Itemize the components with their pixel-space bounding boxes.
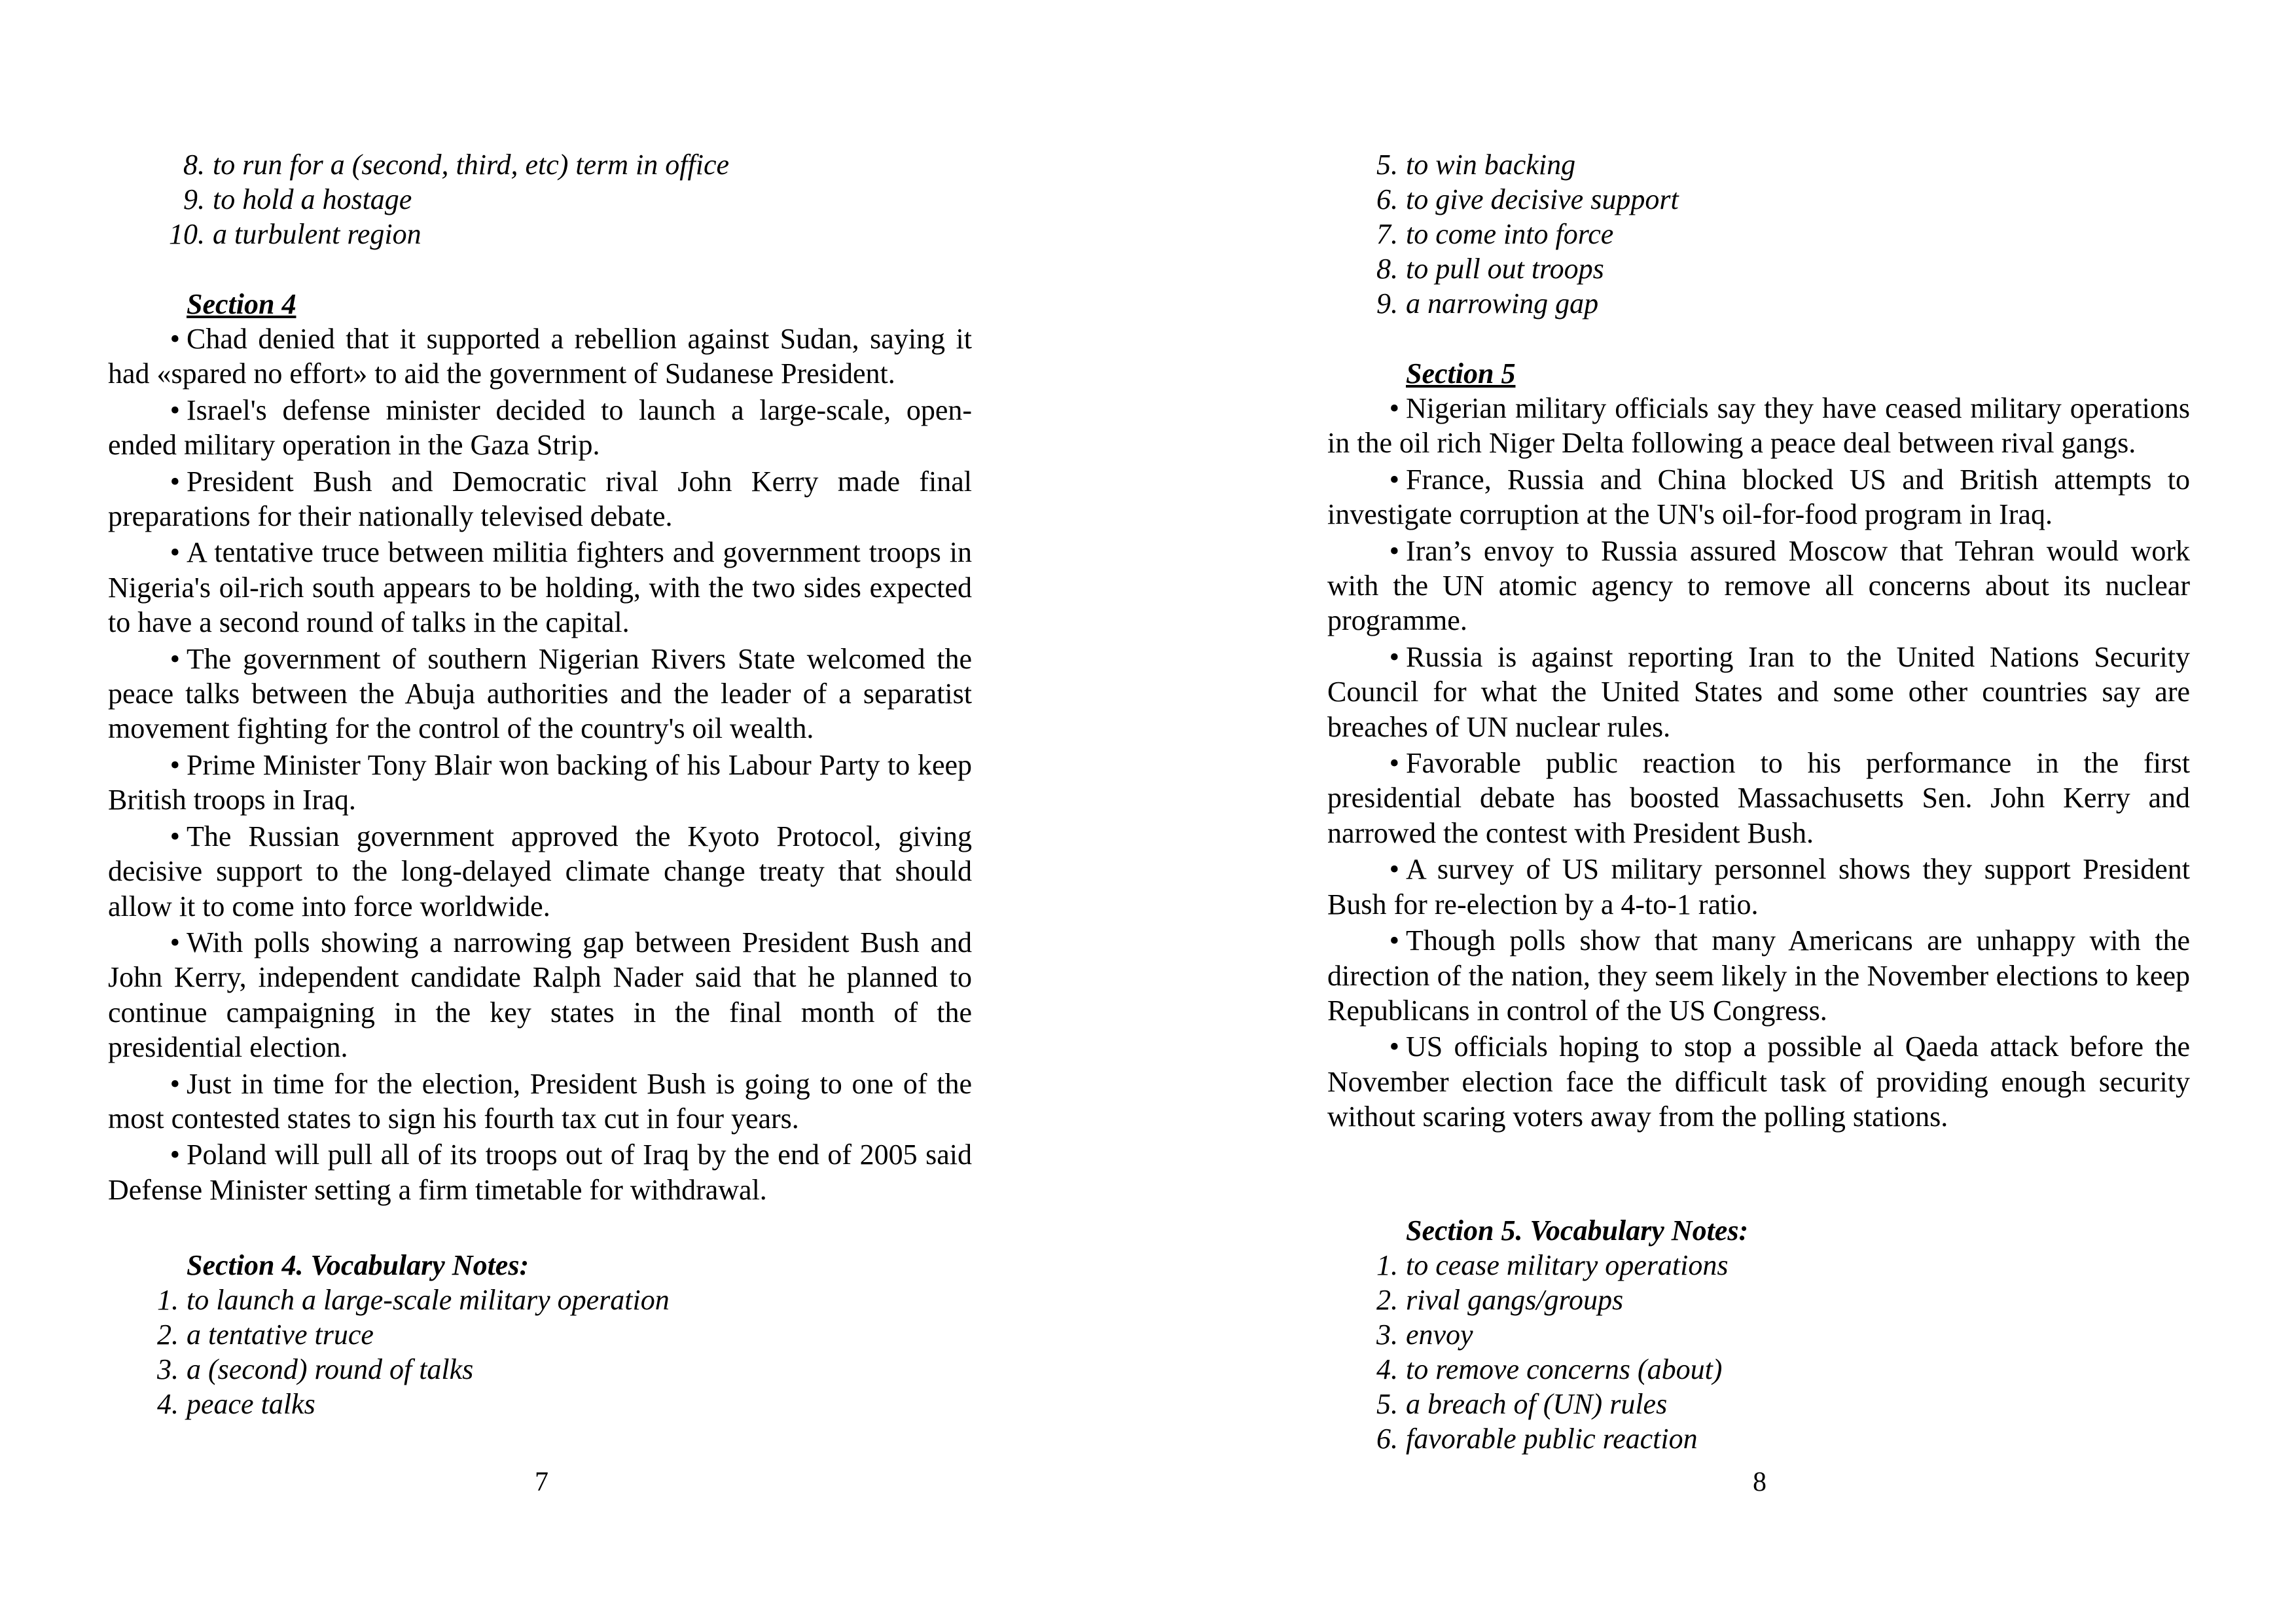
vocab-item: 9. a narrowing gap: [1376, 287, 1599, 319]
vocab-item: 2. rival gangs/groups: [1376, 1284, 1624, 1316]
vocab-heading: Section 4. Vocabulary Notes:: [187, 1249, 529, 1281]
news-paragraph: • US officials hoping to stop a possible al Qaeda attack before the November election face the difficult task of providing enough security without scaring voters away from the polling stations.: [1327, 1030, 2190, 1133]
news-paragraph: • The government of southern Nigerian Rivers State welcomed the peace talks between the Abuja authorities and the leader of a separatist movement fighting for the control of the country's oil wealth.: [108, 642, 972, 745]
continued-vocab-list: [108, 147, 972, 251]
news-paragraph: • Prime Minister Tony Blair won backing of his Labour Party to keep British troops in Iraq.: [108, 748, 972, 816]
news-paragraph: • A survey of US military personnel shows they support President Bush for re-election by a 4-to-1 ratio.: [1327, 853, 2190, 921]
vocab-item: 1. to cease military operations: [1376, 1249, 1729, 1281]
vocab-item: 8. to pull out troops: [1376, 253, 1604, 285]
section-4-vocab: [108, 1248, 972, 1421]
vocab-item: 3. envoy: [1376, 1319, 1473, 1351]
vocab-item: 5. to win backing: [1376, 149, 1576, 181]
section-5: [1327, 356, 2190, 1136]
section-heading: Section 5: [1406, 357, 1516, 390]
vocab-item: 1. to launch a large-scale military operation: [157, 1284, 670, 1316]
vocab-item: 2. a tentative truce: [157, 1319, 374, 1351]
vocab-item: 3. a (second) round of talks: [157, 1353, 474, 1385]
news-paragraph: • President Bush and Democratic rival John Kerry made final preparations for their nationally televised debate.: [108, 465, 972, 533]
section-5-vocab: [1327, 1213, 2190, 1456]
news-paragraph: • Chad denied that it supported a rebellion against Sudan, saying it had «spared no effort» to aid the government of Sudanese President.: [108, 323, 972, 390]
news-paragraph: • Favorable public reaction to his performance in the first presidential debate has boosted Massachusetts Sen. John Kerry and narrowed the contest with President Bush.: [1327, 747, 2190, 849]
news-paragraph: • Iran’s envoy to Russia assured Moscow that Tehran would work with the UN atomic agency to remove all concerns about its nuclear programme.: [1327, 534, 2190, 637]
left-page: [108, 0, 972, 1623]
news-paragraph: • With polls showing a narrowing gap between President Bush and John Kerry, independent candidate Ralph Nader said that he planned to continue campaigning in the key states in the final month of the presidential election.: [108, 926, 972, 1064]
vocab-item: 8. to run for a (second, third, etc) term in office: [183, 149, 730, 181]
vocab-item: 4. peace talks: [157, 1388, 315, 1420]
news-paragraph: • Though polls show that many Americans are unhappy with the direction of the nation, they seem likely in the November elections to keep Republicans in control of the US Congress.: [1327, 924, 2190, 1027]
news-paragraph: • The Russian government approved the Kyoto Protocol, giving decisive support to the long-delayed climate change treaty that should allow it to come into force worldwide.: [108, 820, 972, 922]
continued-vocab-list: [1327, 147, 2190, 321]
news-paragraph: • Russia is against reporting Iran to the United Nations Security Council for what the United States and some other countries say are breaches of UN nuclear rules.: [1327, 640, 2190, 743]
vocab-item: 9. to hold a hostage: [183, 183, 412, 215]
page-number: 8: [1753, 1467, 1767, 1497]
news-paragraph: • A tentative truce between militia fighters and government troops in Nigeria's oil-rich south appears to be holding, with the two sides expected to have a second round of talks in the capital.: [108, 536, 972, 639]
news-paragraph: • Nigerian military officials say they have ceased military operations in the oil rich Niger Delta following a peace deal between rival gangs.: [1327, 392, 2190, 460]
vocab-heading: Section 5. Vocabulary Notes:: [1406, 1214, 1749, 1247]
right-page: [1327, 0, 2190, 1623]
news-paragraph: • Israel's defense minister decided to launch a large-scale, open-ended military operation in the Gaza Strip.: [108, 393, 972, 462]
vocab-item: 10. a turbulent region: [169, 218, 422, 250]
vocab-item: 6. favorable public reaction: [1376, 1423, 1698, 1455]
vocab-item: 7. to come into force: [1376, 218, 1614, 250]
news-paragraph: • France, Russia and China blocked US and British attempts to investigate corruption at the UN's oil-for-food program in Iraq.: [1327, 463, 2190, 531]
vocab-item: 6. to give decisive support: [1376, 183, 1679, 215]
section-heading: Section 4: [187, 288, 296, 320]
page-number: 7: [535, 1467, 548, 1497]
section-4: [108, 287, 972, 1209]
vocab-item: 4. to remove concerns (about): [1376, 1353, 1723, 1385]
news-paragraph: • Poland will pull all of its troops out of Iraq by the end of 2005 said Defense Minister setting a firm timetable for withdrawal.: [108, 1139, 972, 1206]
news-paragraph: • Just in time for the election, President Bush is going to one of the most contested states to sign his fourth tax cut in four years.: [108, 1067, 972, 1135]
vocab-item: 5. a breach of (UN) rules: [1376, 1388, 1668, 1420]
